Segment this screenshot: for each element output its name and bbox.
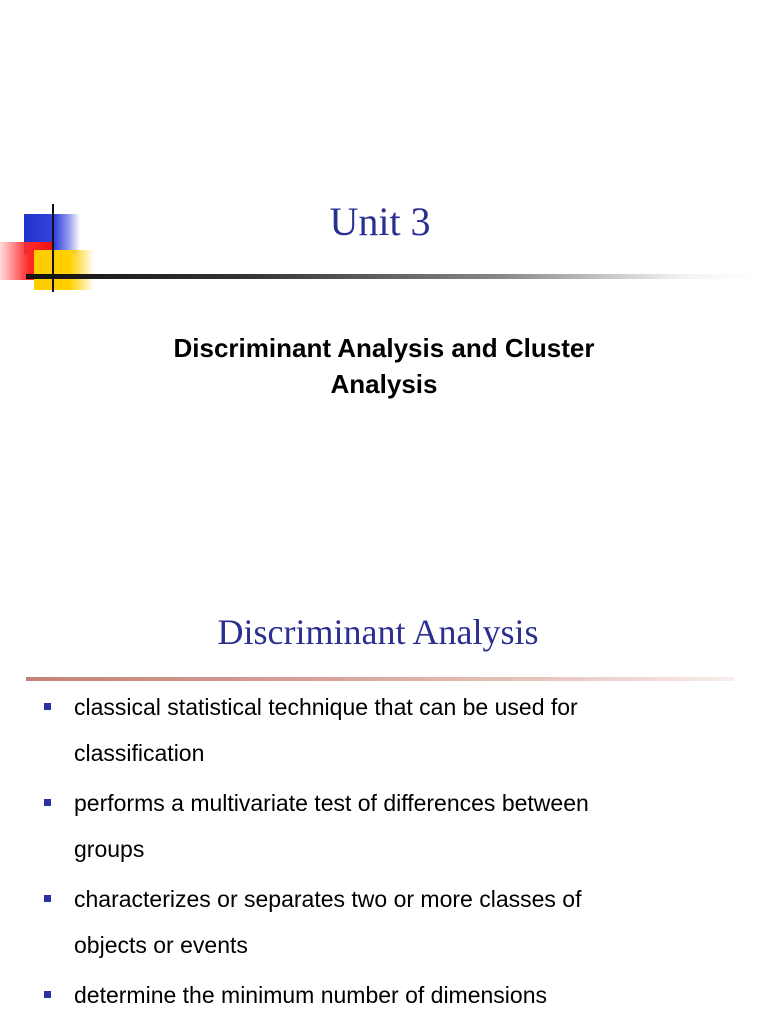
bullet-line: objects or events	[74, 932, 248, 958]
bullet-line: determine the minimum number of dimensions	[74, 982, 547, 1008]
slide-title: Discriminant Analysis	[217, 612, 539, 652]
bullet-line: performs a multivariate test of differences between	[74, 790, 589, 816]
title-underline-rule	[26, 677, 734, 681]
bullet-line: characterizes or separates two or more classes of	[74, 886, 582, 912]
square-bullet-icon	[44, 703, 51, 710]
square-bullet-icon	[44, 895, 51, 902]
bullet-item	[40, 972, 740, 1018]
bullet-line: classical statistical technique that can be used for	[74, 694, 578, 720]
bullet-list	[40, 684, 740, 1022]
logo-yellow-square	[34, 250, 94, 290]
square-bullet-icon	[44, 799, 51, 806]
subtitle-line: Analysis	[330, 369, 438, 399]
content-slide	[0, 576, 768, 1024]
slide-subtitle	[84, 330, 684, 402]
bullet-item	[40, 684, 740, 776]
template-logo-graphic	[0, 204, 100, 294]
bullet-line: classification	[74, 740, 205, 766]
slide-title: Unit 3	[329, 199, 431, 244]
bullet-item	[40, 780, 740, 872]
subtitle-line: Discriminant Analysis and Cluster	[173, 333, 595, 363]
square-bullet-icon	[44, 991, 51, 998]
title-underline-rule	[26, 274, 756, 279]
bullet-item	[40, 876, 740, 968]
bullet-line: groups	[74, 836, 145, 862]
